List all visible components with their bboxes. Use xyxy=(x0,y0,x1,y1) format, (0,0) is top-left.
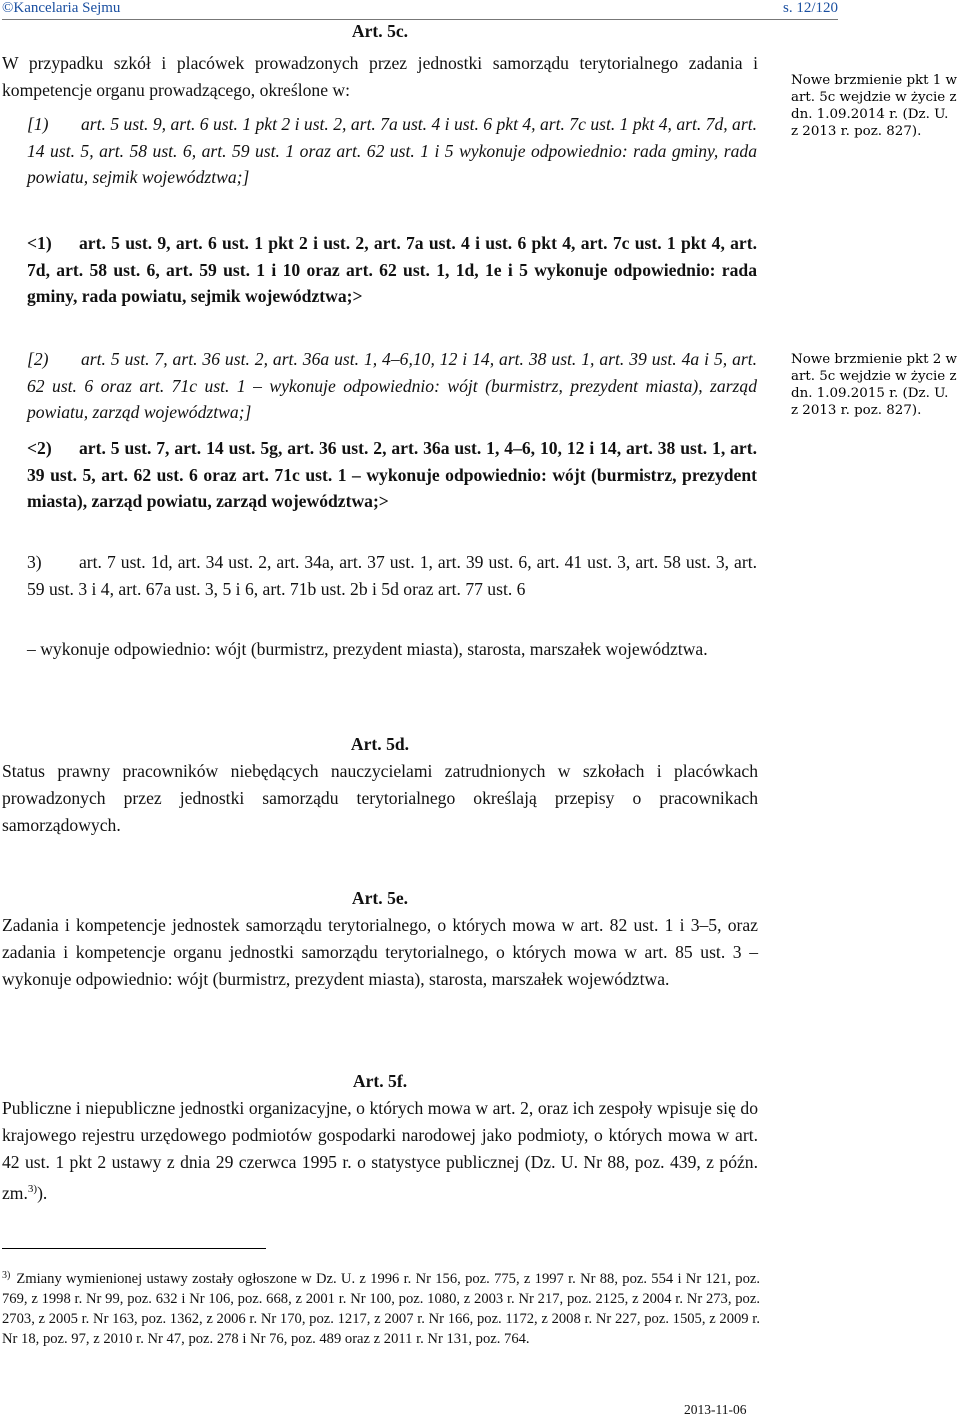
header-page-number: s. 12/120 xyxy=(782,0,838,16)
footnote-divider xyxy=(2,1248,266,1249)
art-5c-intro: W przypadku szkół i placówek prowadzonych przez jednostki samorządu terytorialnego zadania i kompetencje organu prowadzącego, określone w: xyxy=(2,53,758,100)
art-5c-item-3 xyxy=(27,549,757,602)
item-text: art. 5 ust. 7, art. 36 ust. 2, art. 36a ust. 1, 4–6,10, 12 i 14, art. 38 ust. 1, art. 39 ust. 4a i 5, art. 62 ust. 6 oraz art. 71c ust. 1 – wykonuje odpowiednio: wójt (burmistrz, prezydent miasta), zarząd powiatu, zarząd województwa;] xyxy=(27,349,757,422)
item-text: art. 5 ust. 9, art. 6 ust. 1 pkt 2 i ust. 2, art. 7a ust. 4 i ust. 6 pkt 4, art. 7c ust. 1 pkt 4, art. 7d, art. 14 ust. 5, art. 58 ust. 6, art. 59 ust. 1 oraz art. 62 ust. 1 i 5 wykonuje odpowiednio: rada gminy, rada powiatu, sejmik województwa;] xyxy=(27,114,757,187)
art-5e-title: Art. 5e. xyxy=(351,888,409,908)
item-number: [2) xyxy=(27,349,49,369)
art-5c-item-2-old xyxy=(27,346,757,426)
header-source: ©Kancelaria Sejmu xyxy=(2,0,121,16)
footnote-mark: 3) xyxy=(2,1270,11,1281)
side-note-2: Nowe brzmienie pkt 2 w art. 5c wejdzie w życie z dn. 1.09.2015 r. (Dz. U. z 2013 r. poz. 827). xyxy=(791,352,958,418)
item-number: 3) xyxy=(27,552,42,572)
art-5c-item-1-new xyxy=(27,230,757,310)
side-note-1: Nowe brzmienie pkt 1 w art. 5c wejdzie w życie z dn. 1.09.2014 r. (Dz. U. z 2013 r. poz. 827). xyxy=(791,73,958,139)
art-5e xyxy=(2,885,758,993)
item-number: <2) xyxy=(27,438,52,458)
footnote-text: Zmiany wymienionej ustawy zostały ogłoszone w Dz. U. z 1996 r. Nr 156, poz. 775, z 1997 r. Nr 88, poz. 554 i Nr 121, poz. 769, z 1998 r. Nr 99, poz. 632 i Nr 106, poz. 668, z 2001 r. Nr 100, poz. 1080, z 2003 r. Nr 217, poz. 2125, z 2004 r. Nr 273, poz. 2703, z 2005 r. Nr 163, poz. 1362, z 2006 r. Nr 170, poz. 1217, z 2007 r. Nr 166, poz. 1172, z 2008 r. Nr 227, poz. 1505, z 2009 r. Nr 18, poz. 97, z 2010 r. Nr 47, poz. 278 i Nr 76, poz. 489 oraz z 2011 r. Nr 131, poz. 764. xyxy=(2,1271,760,1347)
art-5d-text: Status prawny pracowników niebędących nauczycielami zatrudnionych w szkołach i placówkach prowadzonych przez jednostki samorządu terytorialnego określają przepisy o pracownikach samorządowych. xyxy=(2,761,758,835)
item-text: art. 7 ust. 1d, art. 34 ust. 2, art. 34a, art. 37 ust. 1, art. 39 ust. 6, art. 41 ust. 3, art. 58 ust. 3, art. 59 ust. 3 i 4, art. 67a ust. 3, 5 i 6, art. 71b ust. 2b i 5d oraz art. 77 ust. 6 xyxy=(27,552,757,599)
footnote xyxy=(2,1266,760,1349)
art-5d xyxy=(2,731,758,839)
art-5f-title: Art. 5f. xyxy=(352,1071,408,1091)
art-5f-text: Publiczne i niepubliczne jednostki organizacyjne, o których mowa w art. 2, oraz ich zespoły wpisuje się do krajowego rejestru urzędowego podmiotów gospodarki narodowej jako podmioty, o których mowa w art. 42 ust. 1 pkt 2 ustawy z dnia 29 czerwca 1995 r. o statystyce publicznej (Dz. U. Nr 88, poz. 439, z późn. zm.$^{3)}$). xyxy=(2,1098,758,1203)
art-5d-title: Art. 5d. xyxy=(350,734,410,754)
footer-date: 2013-11-06 xyxy=(684,1402,747,1417)
footnote-reference[interactable]: 3) xyxy=(27,1183,38,1195)
art-5f xyxy=(2,1068,758,1207)
item-number: [1) xyxy=(27,114,49,134)
item-text: art. 5 ust. 7, art. 14 ust. 5g, art. 36 ust. 2, art. 36a ust. 1, 4–6, 10, 12 i 14, art. 38 ust. 1, art. 39 ust. 5, art. 62 ust. 6 oraz art. 71c ust. 1 – wykonuje odpowiednio: wójt (burmistrz, prezydent miasta), zarząd powiatu, zarząd województwa;> xyxy=(27,438,757,511)
art-5c-outro: – wykonuje odpowiednio: wójt (burmistrz, prezydent miasta), starosta, marszałek województwa. xyxy=(27,639,708,659)
art-5c-title: Art. 5c. xyxy=(351,21,409,41)
item-text: art. 5 ust. 9, art. 6 ust. 1 pkt 2 i ust. 2, art. 7a ust. 4 i ust. 6 pkt 4, art. 7c ust. 1 pkt 4, art. 7d, art. 58 ust. 6, art. 59 ust. 1 i 10 oraz art. 62 ust. 1, 1d, 1e i 5 wykonuje odpowiednio: rada gminy, rada powiatu, sejmik województwa;> xyxy=(27,233,757,306)
item-number: <1) xyxy=(27,233,52,253)
art-5c-item-2-new xyxy=(27,435,757,515)
art-5c-item-1-old xyxy=(27,111,757,191)
art-5e-text: Zadania i kompetencje jednostek samorządu terytorialnego, o których mowa w art. 82 ust. 1 i 3–5, oraz zadania i kompetencje organu jednostki samorządu terytorialnego, o których mowa w art. 85 ust. 3 – wykonuje odpowiednio: wójt (burmistrz, prezydent miasta), starosta, marszałek województwa. xyxy=(2,915,758,989)
